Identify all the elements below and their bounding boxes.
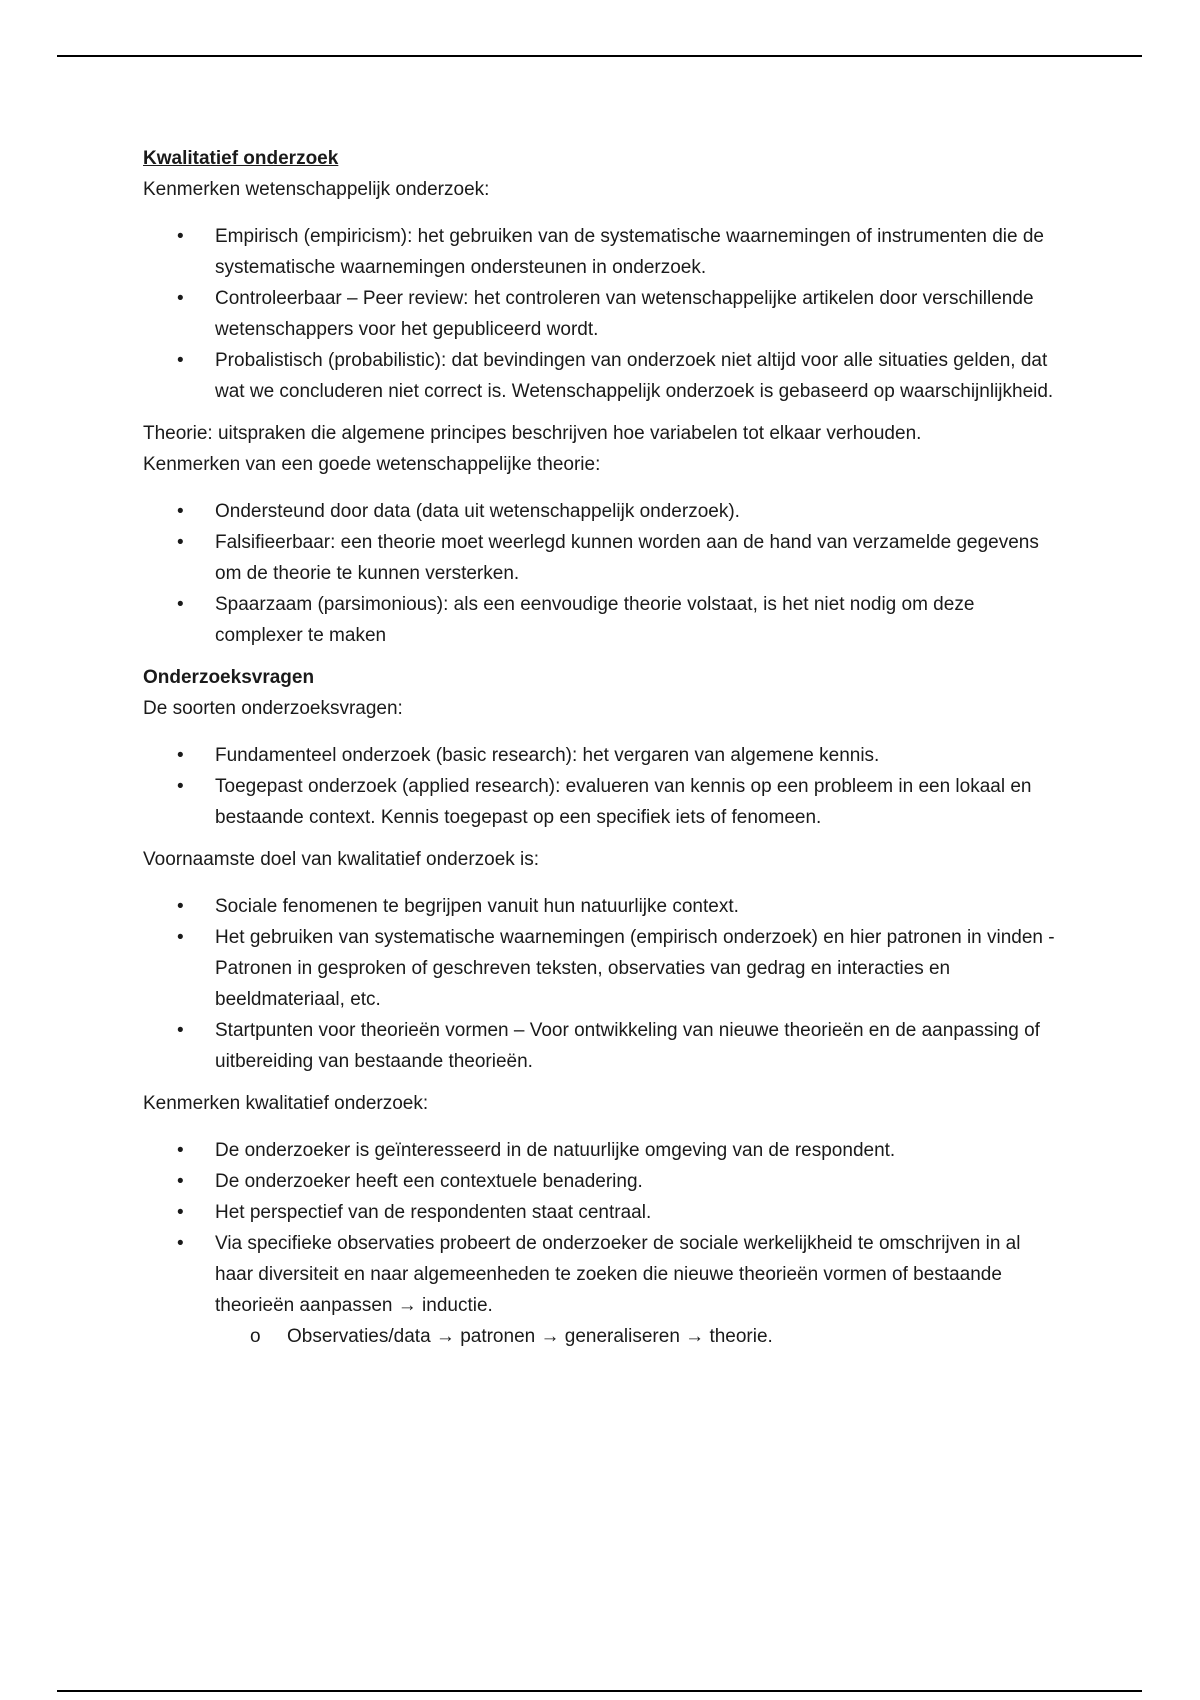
list-item: • Toegepast onderzoek (applied research): evalueren van kennis op een probleem in een lokaal en bestaande context. Kennis toegepast op een specifiek iets of fenomeen. bbox=[143, 771, 1063, 833]
list-item: • Ondersteund door data (data uit wetenschappelijk onderzoek). bbox=[143, 496, 1063, 527]
intro-doel-kwalitatief-onderzoek: Voornaamste doel van kwalitatief onderzoek is: bbox=[143, 849, 540, 870]
sub-list-item: o Observaties/data → patronen → generaliseren → theorie. bbox=[215, 1321, 1063, 1352]
intro-kenmerken-kwalitatief: Kenmerken kwalitatief onderzoek: bbox=[143, 1093, 429, 1114]
list-kenmerken-onderzoek bbox=[143, 221, 1063, 407]
list-item: • Probalistisch (probabilistic): dat bevindingen van onderzoek niet altijd voor alle situaties gelden, dat wat we concluderen niet correct is. Wetenschappelijk onderzoek is gebaseerd op waarschijnlijkheid. bbox=[143, 345, 1063, 407]
document-body bbox=[143, 143, 1063, 1363]
intro-soorten-onderzoeksvragen: De soorten onderzoeksvragen: bbox=[143, 698, 403, 719]
list-kenmerken-kwalitatief bbox=[143, 1135, 1063, 1352]
list-item-text: Via specifieke observaties probeert de onderzoeker de sociale werkelijkheid te omschrijven in al haar diversiteit en naar algemeenheden te zoeken die nieuwe theorieën vormen of bestaande theorieën aanpassen → inductie. bbox=[215, 1233, 1021, 1316]
section-title-kwalitatief-onderzoek: Kwalitatief onderzoek bbox=[143, 148, 339, 169]
footer-rule bbox=[57, 1690, 1142, 1692]
list-doel bbox=[143, 891, 1063, 1077]
list-item: • Empirisch (empiricism): het gebruiken van de systematische waarnemingen of instrumenten die de systematische waarnemingen ondersteunen in onderzoek. bbox=[143, 221, 1063, 283]
header-rule bbox=[57, 55, 1142, 57]
theory-definition: Theorie: uitspraken die algemene principes beschrijven hoe variabelen tot elkaar verhouden. bbox=[143, 423, 922, 444]
list-onderzoeksvragen bbox=[143, 740, 1063, 833]
list-item: • Spaarzaam (parsimonious): als een eenvoudige theorie volstaat, is het niet nodig om deze complexer te maken bbox=[143, 589, 1063, 651]
list-item: • Het perspectief van de respondenten staat centraal. bbox=[143, 1197, 1063, 1228]
list-item: • De onderzoeker heeft een contextuele benadering. bbox=[143, 1166, 1063, 1197]
list-item: • Fundamenteel onderzoek (basic research): het vergaren van algemene kennis. bbox=[143, 740, 1063, 771]
list-item: • Falsifieerbaar: een theorie moet weerlegd kunnen worden aan de hand van verzamelde gegevens om de theorie te kunnen versterken. bbox=[143, 527, 1063, 589]
list-item: • Sociale fenomenen te begrijpen vanuit hun natuurlijke context. bbox=[143, 891, 1063, 922]
intro-kenmerken-theorie: Kenmerken van een goede wetenschappelijke theorie: bbox=[143, 454, 601, 475]
list-item: • Het gebruiken van systematische waarnemingen (empirisch onderzoek) en hier patronen in vinden - Patronen in gesproken of geschreven teksten, observaties van gedrag en interacties en beeldmateriaal, etc. bbox=[143, 922, 1063, 1015]
intro-kenmerken-onderzoek: Kenmerken wetenschappelijk onderzoek: bbox=[143, 179, 490, 200]
list-item: • De onderzoeker is geïnteresseerd in de natuurlijke omgeving van de respondent. bbox=[143, 1135, 1063, 1166]
section-title-onderzoeksvragen: Onderzoeksvragen bbox=[143, 667, 315, 688]
sub-list bbox=[215, 1321, 1063, 1352]
list-item bbox=[143, 1228, 1063, 1352]
list-kenmerken-theorie bbox=[143, 496, 1063, 651]
list-item: • Controleerbaar – Peer review: het controleren van wetenschappelijke artikelen door verschillende wetenschappers voor het gepubliceerd wordt. bbox=[143, 283, 1063, 345]
list-item: • Startpunten voor theorieën vormen – Voor ontwikkeling van nieuwe theorieën en de aanpassing of uitbereiding van bestaande theorieën. bbox=[143, 1015, 1063, 1077]
